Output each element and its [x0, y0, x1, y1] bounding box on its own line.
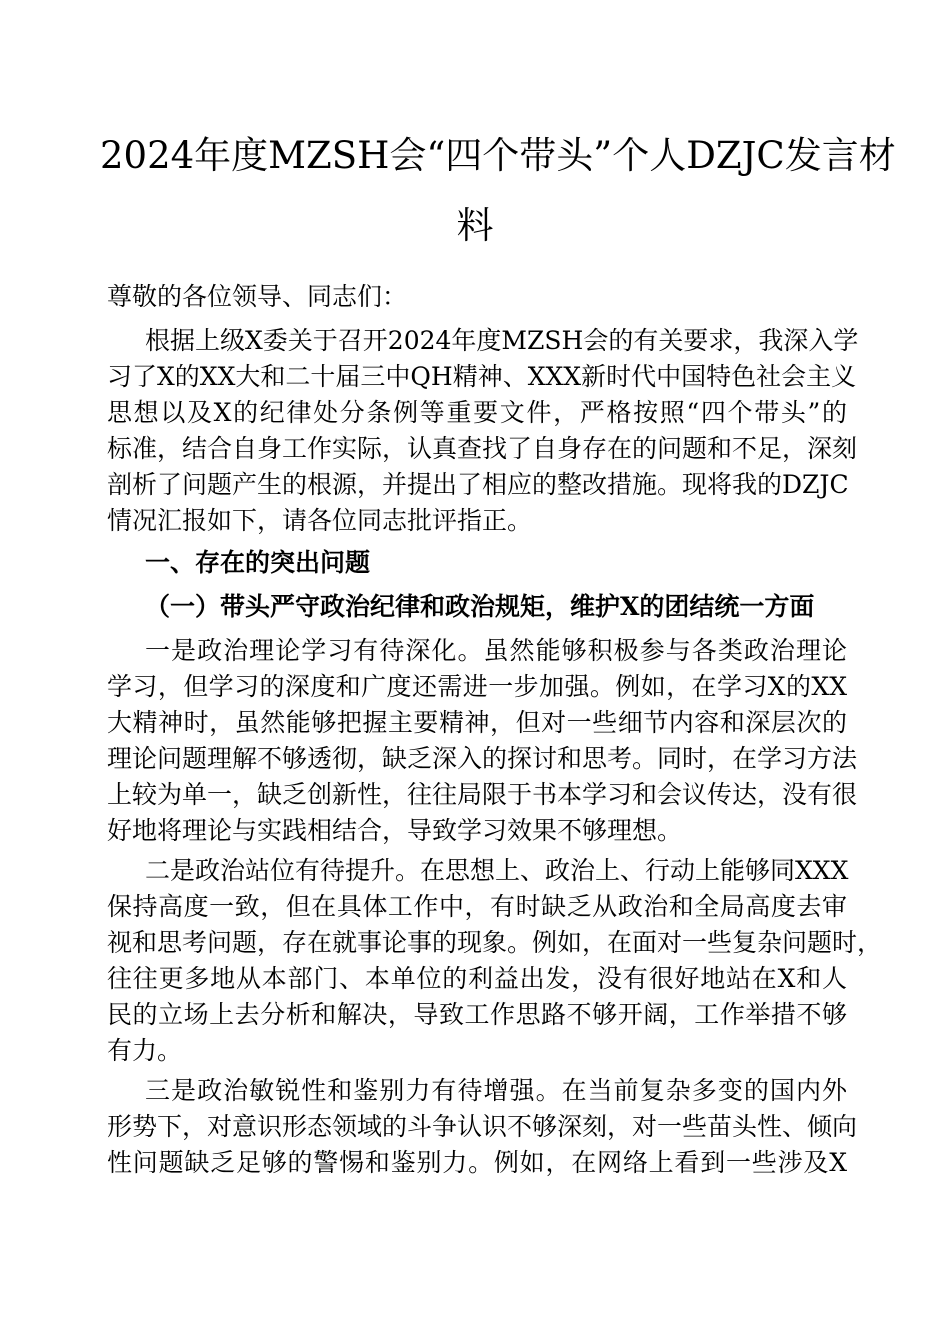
intro-line: 思想以及X的纪律处分条例等重要文件，严格按照“四个带头”的 — [107, 398, 847, 427]
intro-line: 标准，结合自身工作实际，认真查找了自身存在的问题和不足，深刻 — [107, 434, 858, 463]
paragraph-line: 二是政治站位有待提升。在思想上、政治上、行动上能够同XXX — [145, 856, 849, 885]
intro-line: 情况汇报如下，请各位同志批评指正。 — [107, 506, 533, 535]
paragraph-line: 学习，但学习的深度和广度还需进一步加强。例如，在学习X的XX — [107, 672, 847, 701]
salutation: 尊敬的各位领导、同志们： — [107, 282, 408, 311]
subsection-heading: （一）带头严守政治纪律和政治规矩，维护X的团结统一方面 — [145, 592, 815, 621]
paragraph-line: 一是政治理论学习有待深化。虽然能够积极参与各类政治理论 — [145, 636, 847, 665]
document-title-line-1: 2024年度MZSH会“四个带头”个人DZJC发言材 — [100, 134, 896, 177]
paragraph-line: 有力。 — [107, 1036, 183, 1065]
paragraph-line: 大精神时，虽然能够把握主要精神，但对一些细节内容和深层次的 — [107, 708, 847, 737]
intro-line: 根据上级X委关于召开2024年度MZSH会的有关要求，我深入学 — [145, 326, 859, 355]
paragraph-line: 三是政治敏锐性和鉴别力有待增强。在当前复杂多变的国内外 — [145, 1076, 847, 1105]
paragraph-line: 好地将理论与实践相结合，导致学习效果不够理想。 — [107, 816, 683, 845]
paragraph-line: 性问题缺乏足够的警惕和鉴别力。例如，在网络上看到一些涉及X — [107, 1148, 847, 1177]
intro-line: 习了X的XX大和二十届三中QH精神、XXX新时代中国特色社会主义 — [107, 362, 857, 391]
paragraph-line: 上较为单一，缺乏创新性，往往局限于书本学习和会议传达，没有很 — [107, 780, 858, 809]
paragraph-line: 理论问题理解不够透彻，缺乏深入的探讨和思考。同时，在学习方法 — [107, 744, 858, 773]
section-heading: 一、存在的突出问题 — [145, 548, 371, 577]
paragraph-line: 往往更多地从本部门、本单位的利益出发，没有很好地站在X和人 — [107, 964, 847, 993]
paragraph-line: 民的立场上去分析和解决，导致工作思路不够开阔，工作举措不够 — [107, 1000, 847, 1029]
paragraph-line: 保持高度一致，但在具体工作中，有时缺乏从政治和全局高度去审 — [107, 892, 847, 921]
intro-line: 剖析了问题产生的根源，并提出了相应的整改措施。现将我的DZJC — [107, 470, 849, 499]
paragraph-line: 视和思考问题，存在就事论事的现象。例如，在面对一些复杂问题时， — [107, 928, 883, 957]
paragraph-line: 形势下，对意识形态领域的斗争认识不够深刻，对一些苗头性、倾向 — [107, 1112, 858, 1141]
document-title-line-2: 料 — [456, 204, 494, 247]
